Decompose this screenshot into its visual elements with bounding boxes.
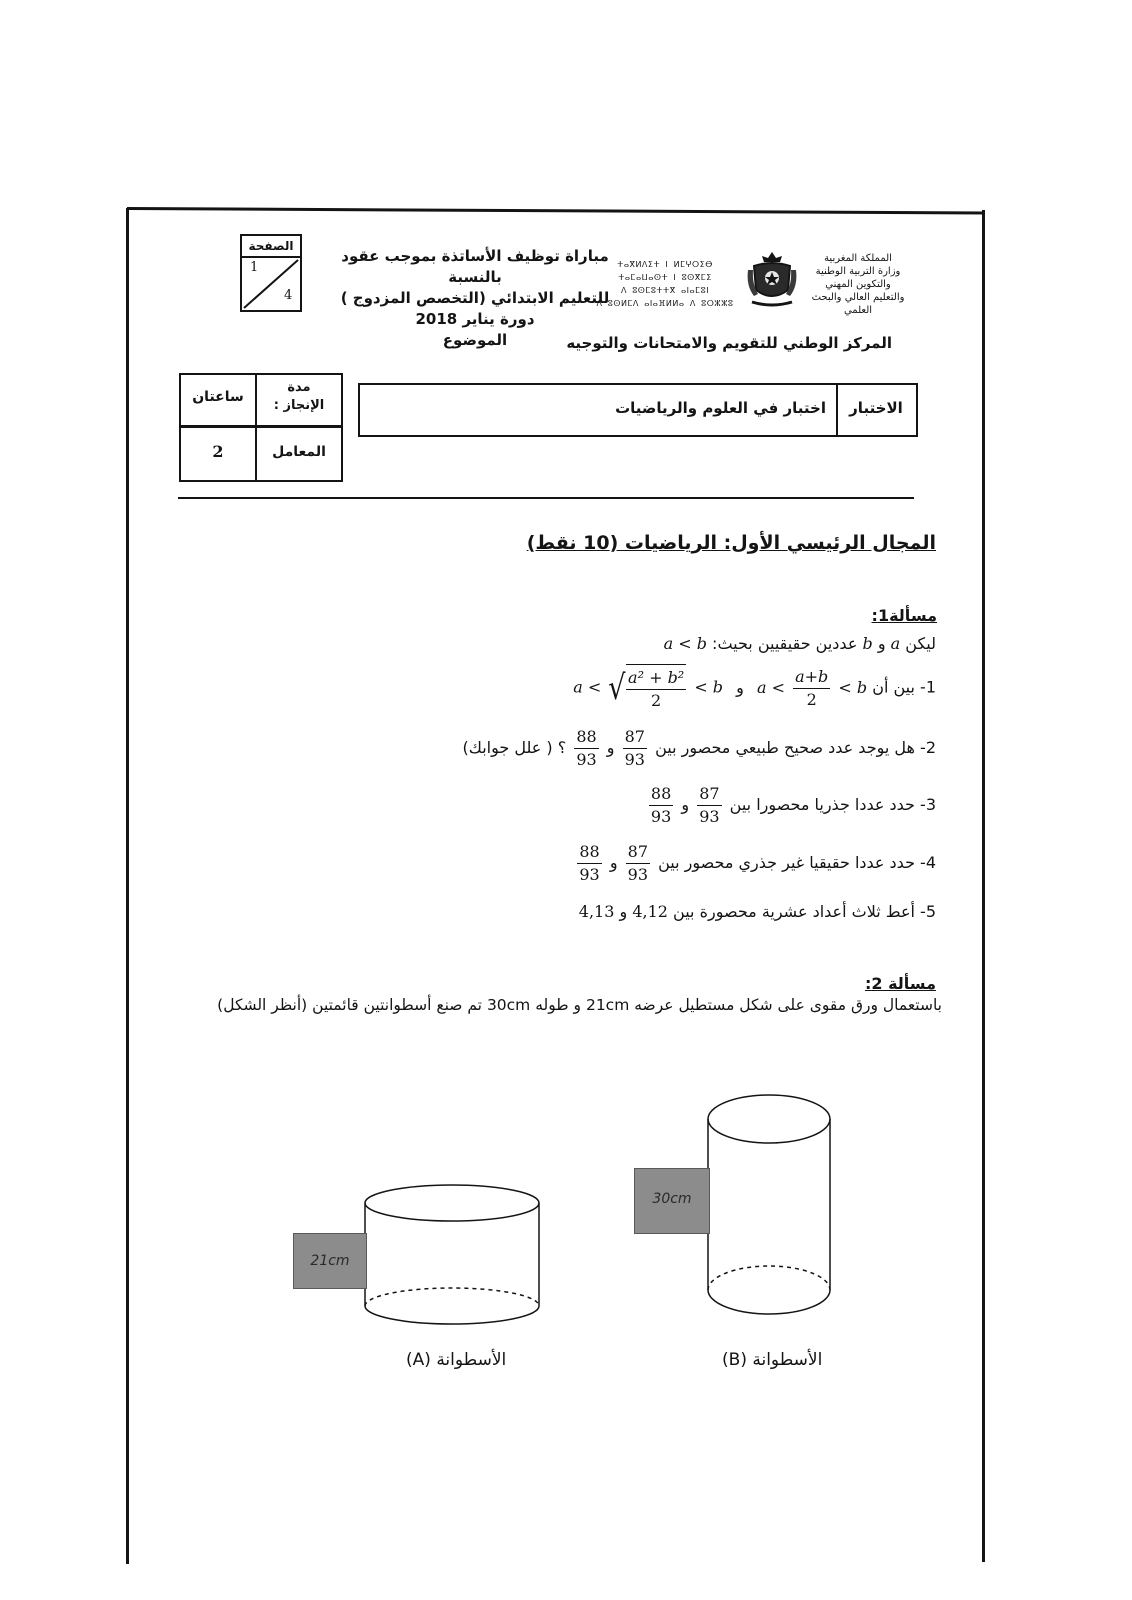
cylinder-b-dimension-label: 30cm: [634, 1168, 710, 1234]
q5-value-b: 4,13: [578, 902, 615, 921]
frac-numerator: 87: [626, 841, 650, 864]
problem-1-intro: [664, 634, 936, 653]
q4-text: 4- حدد عددا حقيقيا غير جذري محصور بين: [658, 853, 936, 872]
q1-mean-numerator: a+b: [793, 666, 830, 689]
intro-condition: a < b: [663, 634, 707, 653]
q1-prefix: 1- بين أن: [872, 677, 936, 697]
page-indicator-box: [240, 234, 302, 312]
frac-numerator: 88: [649, 783, 673, 806]
fraction-87-93: [697, 783, 721, 828]
question-1: [573, 664, 936, 712]
exam-session: دورة يناير 2018: [415, 310, 535, 328]
duration-label: [259, 379, 339, 415]
question-3: [646, 783, 936, 828]
exam-value: اختبار في العلوم والرياضيات: [615, 399, 826, 417]
exam-label: الاختبار: [849, 399, 903, 417]
and-word: و: [681, 795, 690, 814]
ministry-name: [798, 252, 918, 317]
radical-sign-icon: √: [608, 668, 626, 708]
q1-ineq2-left: a <: [573, 677, 602, 697]
tifinagh-line: ⵜⴰⵎⴰⵡⴰⵙⵜ ⵏ ⵓⵙⴳⵎⵉ: [618, 273, 712, 282]
frac-numerator: 88: [574, 726, 598, 749]
q1-and: و: [736, 677, 744, 697]
frac-denominator: 93: [650, 807, 672, 826]
problem-2-title: مسألة 2:: [864, 974, 936, 993]
duration-label-line: الإنجاز :: [273, 398, 325, 413]
q1-inequality-1: [757, 666, 867, 711]
frac-denominator: 93: [579, 865, 600, 884]
exam-title-block: [335, 246, 615, 351]
q1-mean-denominator: 2: [806, 689, 817, 709]
frac-denominator: 93: [627, 865, 649, 884]
intro-var-b: b: [862, 634, 873, 653]
question-2: [463, 726, 937, 771]
q3-text: 3- حدد عددا جذريا محصورا بين: [729, 795, 936, 814]
fraction-88-93: [574, 726, 598, 771]
fraction-88-93: [649, 783, 673, 828]
kingdom-emblem-icon: [744, 250, 800, 308]
page-label: الصفحة: [242, 236, 300, 258]
q5-and: و: [619, 902, 628, 921]
frac-numerator: 87: [697, 783, 721, 806]
cylinder-a-dimension-label: 21cm: [293, 1233, 367, 1289]
tifinagh-line: ⴷ ⵓⵙⵎⵓⵜⵜⴳ ⴰⵏⴰⵎⵓⵏ: [620, 286, 710, 295]
frac-numerator: 87: [623, 726, 647, 749]
frac-numerator: 88: [577, 841, 601, 864]
page-total: 4: [284, 288, 293, 303]
intro-word: ليكن: [905, 634, 936, 653]
intro-rest: عددين حقيقيين بحيث:: [712, 634, 858, 653]
fraction-87-93: [623, 726, 647, 771]
coefficient-value: 2: [212, 442, 224, 461]
q1-ineq1-left: a <: [756, 677, 785, 697]
frac-denominator: 93: [576, 750, 597, 769]
cylinder-a-caption: الأسطوانة (A): [406, 1350, 507, 1370]
intro-var-a: a: [890, 634, 901, 653]
ministry-line: وزارة التربية الوطنية: [815, 266, 901, 277]
fraction-88-93: [577, 841, 601, 886]
exam-name-box: [358, 383, 918, 437]
ministry-line: المملكة المغربية: [824, 253, 892, 264]
section-title: المجال الرئيسي الأول: الرياضيات (10 نقط): [526, 532, 936, 554]
exam-title-line: مباراة توظيف الأساتذة بموجب عقود بالنسبة: [341, 247, 609, 286]
exam-box-divider: [836, 385, 838, 435]
cylinders-figure: [280, 1080, 860, 1380]
coefficient-box: [179, 426, 343, 482]
exam-title-line: للتعليم الابتدائي (التخصص المزدوج ): [340, 289, 610, 307]
q2-text: 2- هل يوجد عدد صحيح طبيعي محصور بين: [655, 738, 936, 757]
frac-denominator: 93: [624, 750, 645, 769]
page-number: 1: [250, 260, 259, 275]
fraction-87-93: [626, 841, 650, 886]
coefficient-label: المعامل: [272, 444, 326, 460]
q1-quadratic-numerator: a² + b²: [626, 667, 686, 690]
header-divider: [178, 497, 914, 499]
problem-1-title: مسألة1:: [871, 606, 937, 625]
and-word: و: [609, 853, 618, 872]
and-word: و: [606, 738, 615, 757]
tifinagh-line: ⵜⴰⴳⵍⴷⵉⵜ ⵏ ⵍⵎⵖⵔⵉⴱ: [617, 260, 713, 269]
ministry-line: والتكوين المهني: [825, 279, 891, 290]
exam-center-name: المركز الوطني للتقويم والامتحانات والتوجيه: [566, 334, 892, 352]
frac-denominator: 93: [699, 807, 720, 826]
frame-right-border: [982, 210, 985, 1562]
exam-subject-label: الموضوع: [442, 331, 508, 349]
cylinder-b-caption: الأسطوانة (B): [722, 1350, 823, 1370]
cylinder-b: [708, 1095, 830, 1314]
tifinagh-line: ⴷ ⵓⵙⵍⵎⴷ ⴰⵏⴰⴼⵍⵍⴰ ⴷ ⵓⵔⵣⵣⵓ: [596, 299, 734, 308]
intro-and: و: [877, 634, 886, 653]
coefficient-box-divider: [255, 428, 257, 480]
question-5: [579, 902, 936, 921]
problem-2-statement: باستعمال ورق مقوى على شكل مستطيل عرضه 21cm و طوله 30cm تم صنع أسطوانتين قائمتين (أنظر الشكل): [217, 996, 942, 1014]
duration-box-divider: [255, 375, 257, 425]
q1-quadratic-fraction: [626, 664, 686, 712]
duration-box: [179, 373, 343, 427]
frame-top-border: [127, 207, 985, 214]
cylinder-a: [365, 1185, 539, 1324]
q1-mean-fraction: [793, 666, 830, 711]
q1-inequality-2: [573, 664, 723, 712]
duration-label-line: مدة: [287, 380, 311, 395]
ministry-line: والتعليم العالي والبحث العلمي: [811, 292, 905, 316]
question-4: [574, 841, 936, 886]
frame-left-border: [126, 208, 129, 1564]
sqrt-symbol: [606, 664, 689, 712]
q2-end: ؟ ( علل جوابك): [462, 738, 567, 757]
q5-value-a: 4,12: [632, 902, 668, 921]
q1-ineq2-right: < b: [694, 677, 724, 697]
q1-quadratic-denominator: 2: [651, 691, 662, 710]
q1-ineq1-right: < b: [838, 677, 868, 697]
duration-value: ساعتان: [192, 389, 244, 405]
q5-text: 5- أعط ثلاث أعداد عشرية محصورة بين: [673, 902, 936, 921]
